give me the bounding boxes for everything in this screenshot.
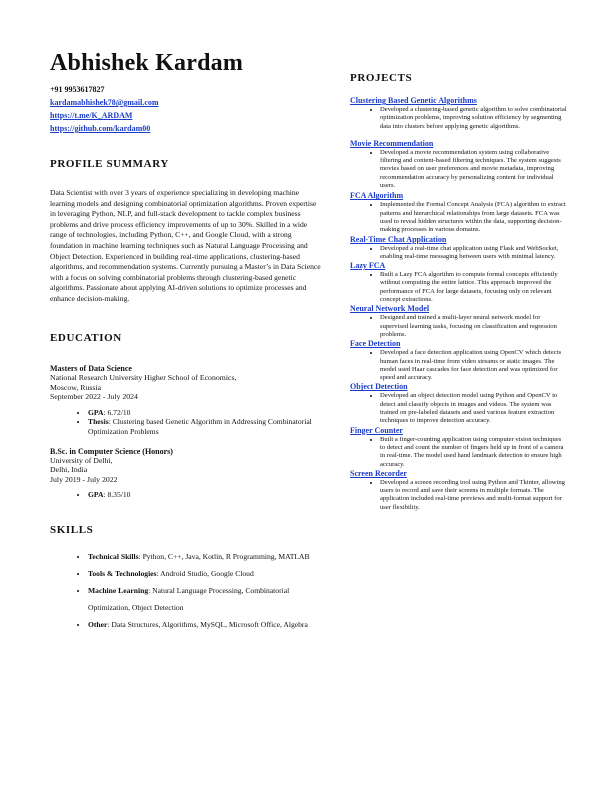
project-description: • Developed a face detection application using OpenCV which detects human faces in real-time from video streams or static images. The model used Haar cascades for face detection and was optimized for speed and accuracy. — [380, 349, 568, 382]
education-entry-masters — [50, 364, 322, 437]
project-title-link[interactable]: Real-Time Chat Application — [350, 234, 447, 244]
email-link[interactable]: kardamabhishek78@gmail.com — [50, 98, 159, 107]
skill-item: • Tools & Technologies: Android Studio, Google Cloud — [88, 565, 322, 582]
project-description: • Implemented the Formal Concept Analysis (FCA) algorithm to extract patterns and hierarchical relationships from large datasets. FCA was used to reveal hidden structures within the data, supporting decision-making processes in various domains. — [380, 201, 568, 234]
project-entry — [350, 96, 568, 131]
education-entry-bsc — [50, 447, 322, 500]
project-title-link[interactable]: Movie Recommendation — [350, 138, 434, 148]
skill-item: • Machine Learning: Natural Language Processing, Combinatorial Optimization, Object Detection — [88, 582, 322, 616]
project-entry — [350, 191, 568, 234]
project-entry — [350, 339, 568, 382]
project-description: • Developed a screen recording tool using Python and Tkinter, allowing users to record and save their screens in multiple formats. The application included real-time previews and multi-format support for user flexibility. — [380, 479, 568, 512]
project-entry — [350, 382, 568, 425]
project-title-link[interactable]: Screen Recorder — [350, 468, 407, 478]
project-entry — [350, 304, 568, 339]
project-description: • Built a finger-counting application using computer vision techniques to detect and count the number of fingers held up in front of a camera in real-time. The model used hand landmark detection to ensure high accuracy. — [380, 436, 568, 469]
degree-title: Masters of Data Science — [50, 364, 132, 373]
school-location: Moscow, Russia — [50, 382, 102, 392]
project-title-link[interactable]: Neural Network Model — [350, 304, 430, 314]
study-dates: September 2022 - July 2024 — [50, 392, 138, 402]
contact-block — [50, 83, 322, 135]
project-title-link[interactable]: Finger Counter — [350, 425, 403, 435]
project-entry — [350, 261, 568, 304]
project-description: • Developed a real-time chat application using Flask and WebSocket, enabling real-time messaging between users with minimal latency. — [380, 245, 568, 262]
project-entry — [350, 139, 568, 190]
skills-heading: SKILLS — [50, 524, 94, 536]
school-name: National Research University Higher School of Economics, — [50, 373, 237, 382]
project-entry — [350, 426, 568, 469]
project-title-link[interactable]: Face Detection — [350, 339, 401, 349]
telegram-link[interactable]: https://t.me/K_ARDAM — [50, 111, 133, 120]
projects-heading: PROJECTS — [350, 72, 413, 84]
project-title-link[interactable]: FCA Algorithm — [350, 191, 404, 201]
phone-number: +91 9953617827 — [50, 85, 105, 94]
education-section — [50, 332, 322, 500]
education-bullet: • GPA: 6.72/10 — [88, 408, 322, 418]
project-description: • Designed and trained a multi-layer neural network model for supervised learning tasks, focusing on classification and regression problems. — [380, 314, 568, 339]
project-description: • Built a Lazy FCA algorithm to compute formal concepts efficiently without computing the entire lattice. This approach improved the performance of FCA for large datasets, focusing only on relevant concept extractions. — [380, 271, 568, 304]
projects-list — [350, 96, 568, 512]
project-description: • Developed a movie recommendation system using collaborative filtering and content-based filtering techniques. The system suggests movies based on user preferences and movie metadata, improving recommendation accuracy by personalizing content for individual users. — [380, 149, 568, 190]
project-title-link[interactable]: Object Detection — [350, 382, 408, 392]
github-link[interactable]: https://github.com/kardam00 — [50, 124, 151, 133]
degree-title: B.Sc. in Computer Science (Honors) — [50, 446, 173, 456]
education-bullet: • GPA: 8.35/10 — [88, 490, 322, 500]
project-description: • Developed a clustering-based genetic algorithm to solve combinatorial optimization problems, improving solution efficiency by segmenting data into clusters before applying genetic algorithms. — [380, 106, 568, 131]
skill-item: • Other: Data Structures, Algorithms, MySQL, Microsoft Office, Algebra — [88, 616, 322, 633]
education-heading: EDUCATION — [50, 332, 122, 344]
study-dates: July 2019 - July 2022 — [50, 474, 118, 484]
candidate-name: Abhishek Kardam — [50, 50, 244, 76]
summary-heading: PROFILE SUMMARY — [50, 158, 169, 170]
profile-summary-section — [50, 158, 322, 305]
skills-section — [50, 524, 322, 633]
project-entry — [350, 469, 568, 512]
left-column — [50, 50, 322, 629]
education-bullet: • Thesis: Clustering based Genetic Algorithm in Addressing Combinatorial Optimization Problems — [88, 417, 322, 436]
school-name: University of Delhi, — [50, 455, 113, 465]
project-title-link[interactable]: Lazy FCA — [350, 261, 386, 271]
project-title-link[interactable]: Clustering Based Genetic Algorithms — [350, 96, 477, 105]
school-location: Delhi, India — [50, 465, 88, 475]
right-column — [350, 72, 568, 512]
project-entry — [350, 235, 568, 262]
project-description: • Developed an object detection model using Python and OpenCV to detect and classify objects in images and videos. The system was trained on pre-labeled datasets and used various feature extraction techniques to improve detection accuracy. — [380, 392, 568, 425]
summary-text: Data Scientist with over 3 years of experience specializing in developing machine learning models and designing combinatorial optimization algorithms. Proven expertise in leveraging Python, NLP, and full-stack development to tackle complex business problems and drive process efficiency improvements of up to 30%. Skilled in a wide range of technologies, including Python, C++, and Google Cloud, with a strong foundation in machine learning techniques such as Natural Language Processing and Object Detection. Experienced in building real-time applications, clustering-based algorithms, and recommendation systems. Currently pursuing a Master’s in Data Science with a focus on solving combinatorial problems through clustering-based genetic algorithms. Passionate about applying AI-driven solutions to optimize processes and enhance decision-making. — [50, 188, 321, 303]
skill-item: • Technical Skills: Python, C++, Java, Kotlin, R Programming, MATLAB — [88, 548, 322, 565]
